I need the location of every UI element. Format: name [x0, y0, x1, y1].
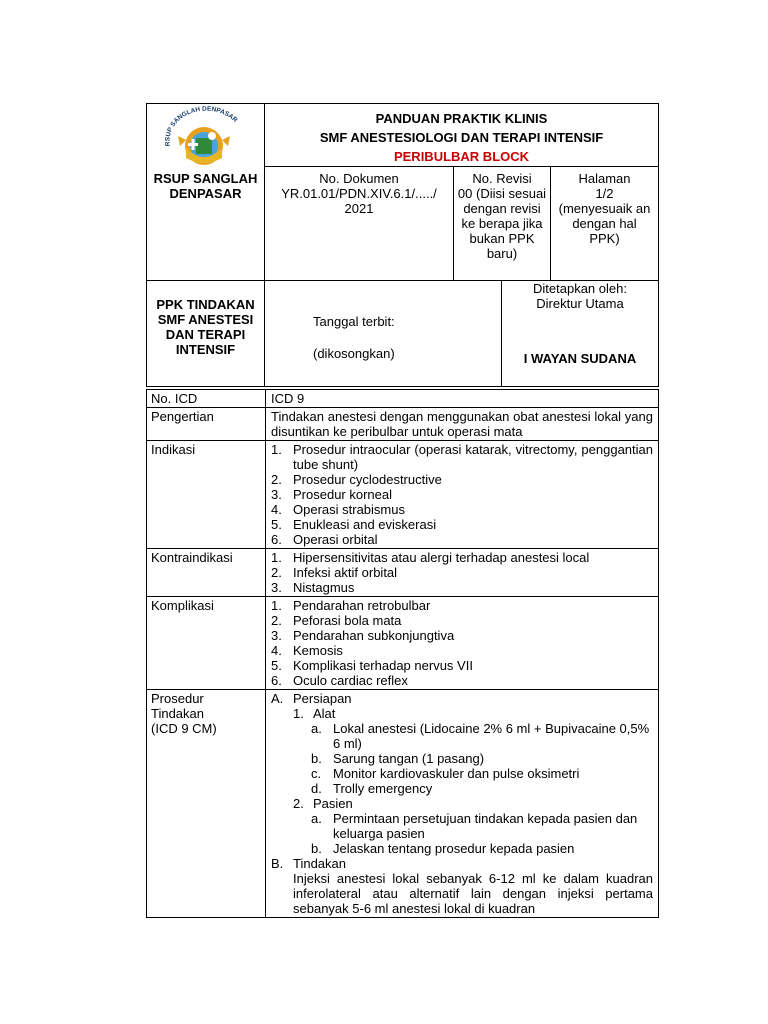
pasien-text: Permintaan persetujuan tindakan kepada pasien dan keluarga pasien [333, 811, 638, 841]
komplikasi-text: Komplikasi terhadap nervus VII [293, 658, 473, 673]
alat-marker: a. [311, 721, 322, 736]
kontraindikasi-text: Nistagmus [293, 580, 355, 595]
komplikasi-item [271, 658, 653, 673]
indikasi-number: 4. [271, 502, 282, 517]
indikasi-item [271, 442, 653, 472]
prosedur-label [147, 690, 266, 918]
komplikasi-text: Peforasi bola mata [293, 613, 402, 628]
icd-label: No. ICD [147, 390, 266, 408]
pasien-text: Jelaskan tentang prosedur kepada pasien [333, 841, 575, 856]
hospital-logo [156, 106, 256, 166]
indikasi-label: Indikasi [147, 441, 266, 549]
komplikasi-number: 4. [271, 643, 282, 658]
kontraindikasi-number: 3. [271, 580, 282, 595]
indikasi-text: Operasi orbital [293, 532, 378, 547]
alat-item [271, 781, 653, 796]
section-a1-marker: 1. [293, 706, 304, 721]
alat-text: Trolly emergency [333, 781, 433, 796]
komplikasi-number: 2. [271, 613, 282, 628]
page-cell [551, 167, 659, 281]
ppk-type-text: PPK TINDAKAN SMF ANESTESI DAN TERAPI INTENSIF [156, 297, 255, 357]
section-a2-label: Pasien [313, 796, 353, 811]
kontraindikasi-number: 2. [271, 565, 282, 580]
pengertian-label: Pengertian [147, 408, 266, 441]
ppk-type [147, 281, 265, 387]
section-b-text: Injeksi anestesi lokal sebanyak 6-12 ml ke dalam kuadran inferolateral atau alternatif lain dengan injeksi pertama sebanyak 5-6 ml anestesi lokal di kuadran [293, 871, 653, 916]
indikasi-text: Operasi strabismus [293, 502, 405, 517]
komplikasi-text: Oculo cardiac reflex [293, 673, 408, 688]
logo-cell [147, 104, 265, 281]
pengertian-value: Tindakan anestesi dengan menggunakan obat anestesi lokal yang disuntikan ke peribulbar untuk operasi mata [266, 408, 659, 441]
ppk-table [146, 280, 659, 387]
alat-marker: c. [311, 766, 322, 781]
komplikasi-number: 3. [271, 628, 282, 643]
komplikasi-number: 5. [271, 658, 282, 673]
section-a-label: Persiapan [293, 691, 352, 706]
komplikasi-item [271, 613, 653, 628]
svg-text:RSUP SANGLAH DENPASAR: RSUP SANGLAH DENPASAR [163, 106, 239, 147]
doc-number-label: No. Dokumen [319, 171, 399, 186]
indikasi-text: Prosedur cyclodestructive [293, 472, 442, 487]
indikasi-number: 6. [271, 532, 282, 547]
issue-date-cell [265, 281, 502, 387]
section-b-marker: B. [271, 856, 284, 871]
director-name: I WAYAN SUDANA [523, 351, 637, 366]
alat-item [271, 766, 653, 781]
komplikasi-item [271, 643, 653, 658]
doc-title: PANDUAN PRAKTIK KLINIS [375, 111, 548, 126]
komplikasi-number: 1. [271, 598, 282, 613]
indikasi-text: Prosedur intraocular (operasi katarak, vitrectomy, penggantian tube shunt) [293, 442, 653, 472]
page-label: Halaman [578, 171, 631, 186]
section-a1 [271, 706, 653, 721]
indikasi-number: 1. [271, 442, 282, 457]
komplikasi-text: Pendarahan subkonjungtiva [293, 628, 455, 643]
indikasi-text: Prosedur korneal [293, 487, 392, 502]
indikasi-item [271, 532, 653, 547]
director-title: Direktur Utama [536, 296, 624, 311]
header-table [146, 103, 659, 281]
doc-number-value: YR.01.01/PDN.XIV.6.1/...../ 2021 [281, 186, 437, 216]
komplikasi-list [266, 597, 659, 690]
komplikasi-text: Pendarahan retrobulbar [293, 598, 431, 613]
section-b [271, 856, 653, 871]
pasien-item [271, 841, 653, 856]
komplikasi-item [271, 628, 653, 643]
prosedur-label-line2: Tindakan [151, 706, 204, 721]
komplikasi-number: 6. [271, 673, 282, 688]
section-a2-marker: 2. [293, 796, 304, 811]
komplikasi-item [271, 673, 653, 688]
pasien-marker: a. [311, 811, 322, 826]
kontraindikasi-text: Infeksi aktif orbital [293, 565, 398, 580]
procedure-title: PERIBULBAR BLOCK [393, 149, 530, 164]
alat-marker: d. [311, 781, 322, 796]
prosedur-label-line1: Prosedur [151, 691, 204, 706]
kontraindikasi-label: Kontraindikasi [147, 549, 266, 597]
smf-title: SMF ANESTESIOLOGI DAN TERAPI INTENSIF [319, 130, 604, 145]
indikasi-item [271, 517, 653, 532]
kontraindikasi-number: 1. [271, 550, 282, 565]
prosedur-content [266, 690, 659, 918]
doc-number-cell [265, 167, 454, 281]
indikasi-text: Enukleasi and eviskerasi [293, 517, 437, 532]
title-cell [265, 104, 659, 167]
page-value: 1/2 (menyesuaik an dengan hal PPK) [558, 186, 651, 246]
indikasi-number: 5. [271, 517, 282, 532]
hospital-name: RSUP SANGLAH DENPASAR [153, 171, 258, 201]
kontraindikasi-text: Hipersensitivitas atau alergi terhadap anestesi local [293, 550, 590, 565]
issue-date-label: Tanggal terbit: [313, 314, 395, 329]
issue-date-value: (dikosongkan) [313, 346, 395, 361]
revision-value: 00 (Diisi sesuai dengan revisi ke berapa jika bukan PPK baru) [457, 186, 547, 261]
indikasi-item [271, 502, 653, 517]
kontraindikasi-item [271, 550, 653, 565]
approved-by-label: Ditetapkan oleh: [533, 281, 627, 296]
alat-text: Monitor kardiovaskuler dan pulse oksimetri [333, 766, 580, 781]
section-b-label: Tindakan [293, 856, 346, 871]
komplikasi-label: Komplikasi [147, 597, 266, 690]
indikasi-number: 2. [271, 472, 282, 487]
prosedur-label-line3: (ICD 9 CM) [151, 721, 217, 736]
section-a-marker: A. [271, 691, 284, 706]
alat-item [271, 751, 653, 766]
icd-value: ICD 9 [266, 390, 659, 408]
kontraindikasi-item [271, 580, 653, 595]
section-a1-label: Alat [313, 706, 336, 721]
section-a [271, 691, 653, 706]
approval-cell [502, 281, 659, 387]
alat-item [271, 721, 653, 751]
pasien-marker: b. [311, 841, 322, 856]
revision-cell [454, 167, 551, 281]
alat-text: Lokal anestesi (Lidocaine 2% 6 ml + Bupivacaine 0,5% 6 ml) [333, 721, 650, 751]
indikasi-item [271, 487, 653, 502]
komplikasi-item [271, 598, 653, 613]
alat-text: Sarung tangan (1 pasang) [333, 751, 485, 766]
pasien-item [271, 811, 653, 841]
indikasi-list [266, 441, 659, 549]
komplikasi-text: Kemosis [293, 643, 343, 658]
indikasi-item [271, 472, 653, 487]
kontraindikasi-list [266, 549, 659, 597]
kontraindikasi-item [271, 565, 653, 580]
alat-marker: b. [311, 751, 322, 766]
indikasi-number: 3. [271, 487, 282, 502]
section-a2 [271, 796, 653, 811]
revision-label: No. Revisi [472, 171, 532, 186]
content-table [146, 389, 659, 918]
